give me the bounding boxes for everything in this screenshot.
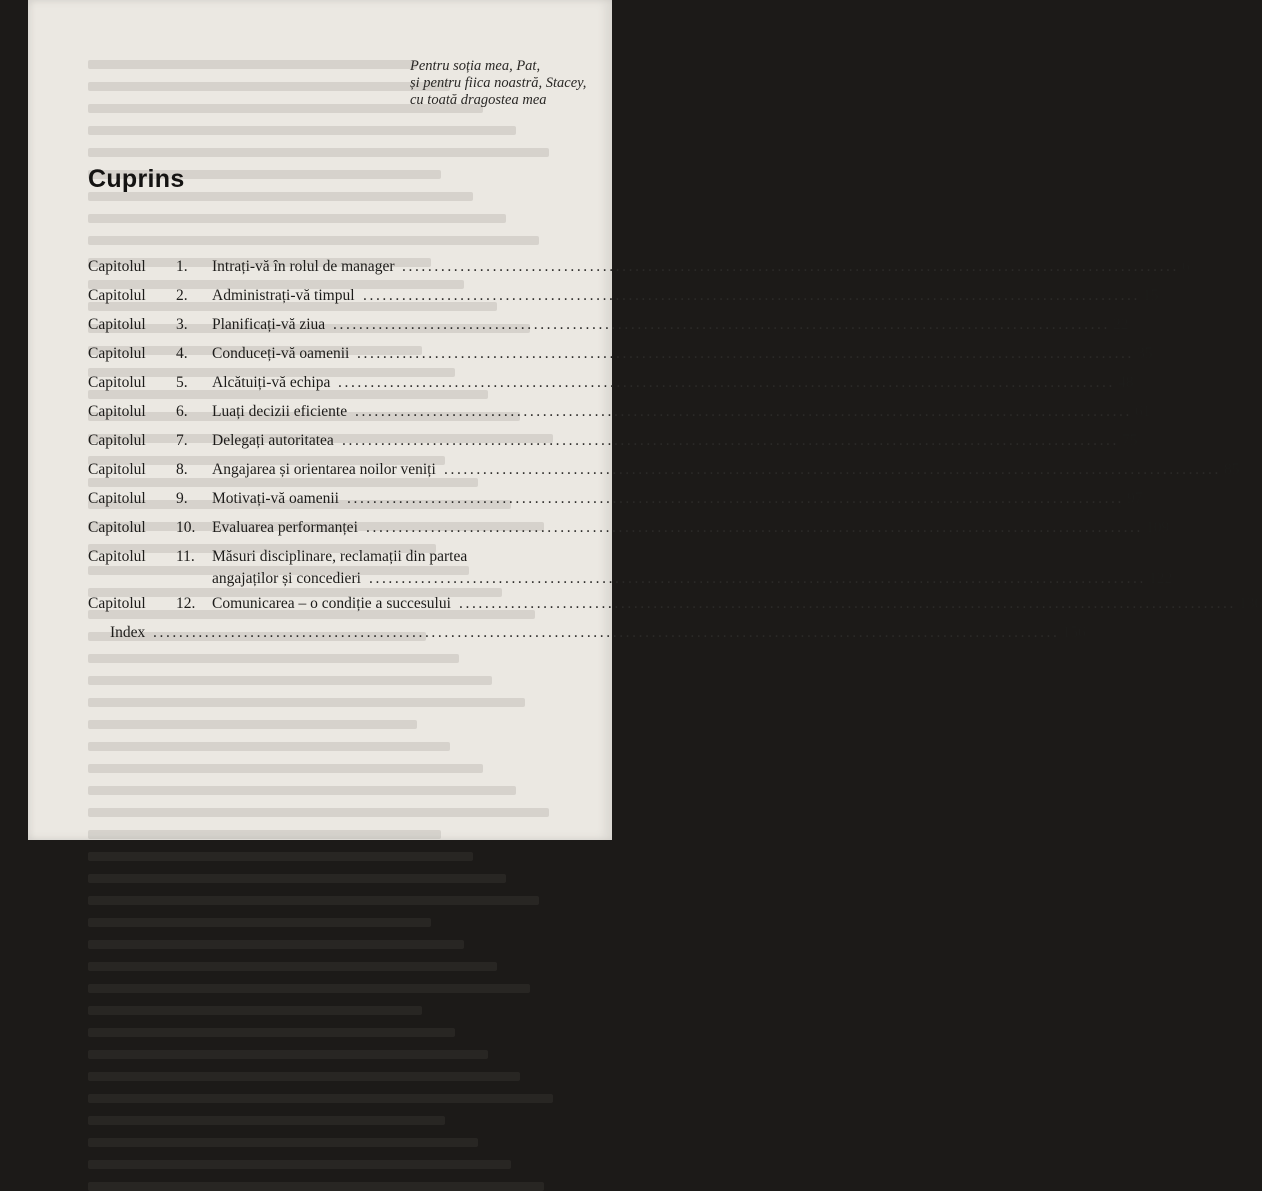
dot-leader: ........................................................................................................................ [459, 595, 1236, 612]
chapter-label: Capitolul [88, 548, 146, 565]
leader-dots [402, 258, 1190, 276]
chapter-number: 7. [176, 432, 188, 449]
bleed-through-line [88, 1072, 520, 1081]
dot-leader: ........................................................................................................................ [444, 461, 1221, 478]
chapter-label: Capitolul [88, 490, 146, 507]
chapter-title: Evaluarea performanței [212, 519, 358, 536]
dot-leader: ........................................................................................................................ [347, 490, 1124, 507]
page-number: 15 [1143, 287, 1159, 304]
page-number: 156 [1062, 624, 1086, 641]
page-number: 6 [1182, 258, 1190, 275]
chapter-title: Delegați autoritatea [212, 432, 334, 449]
chapter-label: Capitolul [88, 432, 146, 449]
page-number: 61 [1135, 403, 1151, 420]
book-page [28, 0, 1262, 840]
chapter-number: 12. [176, 595, 196, 612]
chapter-title: Alcătuiți-vă echipa [212, 374, 331, 391]
toc-entry[interactable] [28, 595, 1262, 619]
chapter-title: Administrați-vă timpul [212, 287, 355, 304]
page-number: 122 [1149, 570, 1173, 587]
chapter-title: Luați decizii eficiente [212, 403, 348, 420]
page-title: Cuprins [88, 165, 185, 193]
toc-entry[interactable] [28, 374, 1134, 398]
chapter-label: Capitolul [88, 595, 146, 612]
leader-dots [366, 519, 1170, 537]
page-number: 97 [1127, 490, 1143, 507]
dot-leader: ........................................................................................................................ [333, 316, 1110, 333]
toc-entry[interactable] [28, 345, 1153, 369]
toc-entry[interactable] [28, 287, 1159, 311]
chapter-number: 11. [176, 548, 195, 565]
chapter-title: Angajarea și orientarea noilor veniți [212, 461, 436, 478]
leader-dots [355, 403, 1151, 421]
bleed-through-line [88, 1050, 488, 1059]
leader-dots [342, 432, 1138, 450]
chapter-title: Planificați-vă ziua [212, 316, 326, 333]
leader-dots [459, 595, 1262, 613]
toc-entry[interactable] [28, 490, 1143, 514]
chapter-title: Intrați-vă în rolul de manager [212, 258, 395, 275]
bleed-through-line [88, 1138, 478, 1147]
dot-leader: ........................................................................................................................ [363, 287, 1140, 304]
leader-dots [357, 345, 1153, 363]
chapter-title-continued: angajaților și concedieri [212, 570, 361, 587]
chapter-label: Capitolul [88, 519, 146, 536]
chapter-label: Capitolul [88, 345, 146, 362]
toc-entry[interactable] [28, 316, 1129, 340]
chapter-label: Capitolul [88, 374, 146, 391]
page-number: 75 [1122, 432, 1138, 449]
chapter-number: 2. [176, 287, 188, 304]
chapter-label: Capitolul [88, 316, 146, 333]
leader-dots [153, 624, 1086, 642]
chapter-label: Capitolul [88, 287, 146, 304]
dot-leader: ............................................................................................................................................ [153, 624, 1060, 641]
table-of-contents [28, 0, 1262, 840]
bleed-through-line [88, 1094, 553, 1103]
bleed-through-line [88, 1182, 544, 1191]
chapter-title: Măsuri disciplinare, reclamații din partea [212, 548, 468, 565]
index-label: Index [110, 624, 146, 641]
page-number: 35 [1137, 345, 1153, 362]
dot-leader: ........................................................................................................................ [366, 519, 1143, 536]
leader-dots [333, 316, 1129, 334]
toc-index-entry[interactable] [28, 624, 1086, 648]
bleed-through-line [88, 940, 464, 949]
chapter-number: 10. [176, 519, 196, 536]
page-number: 109 [1146, 519, 1170, 536]
dot-leader: ........................................................................................................................ [402, 258, 1179, 275]
toc-entry[interactable] [28, 548, 1173, 598]
toc-entry[interactable] [28, 519, 1170, 543]
bleed-through-line [88, 874, 506, 883]
dedication-line: și pentru fiica noastră, Stacey, [410, 75, 587, 91]
page-number: 136 [1239, 595, 1262, 612]
bleed-through-line [88, 918, 431, 927]
bleed-through-line [88, 1160, 511, 1169]
chapter-label: Capitolul [88, 461, 146, 478]
bleed-through-line [88, 896, 539, 905]
bleed-through-line [88, 852, 473, 861]
chapter-number: 5. [176, 374, 188, 391]
chapter-title: Conduceți-vă oamenii [212, 345, 350, 362]
chapter-label: Capitolul [88, 403, 146, 420]
toc-entry[interactable] [28, 432, 1138, 456]
leader-dots [338, 374, 1134, 392]
chapter-number: 3. [176, 316, 188, 333]
bleed-through-line [88, 1006, 422, 1015]
page-number: 85 [1224, 461, 1240, 478]
leader-dots [347, 490, 1143, 508]
chapter-number: 6. [176, 403, 188, 420]
page-number: 22 [1113, 316, 1129, 333]
leader-dots [444, 461, 1240, 479]
chapter-number: 1. [176, 258, 188, 275]
chapter-title: Motivați-vă oamenii [212, 490, 339, 507]
page-number: 48 [1118, 374, 1134, 391]
toc-entry[interactable] [28, 258, 1190, 282]
toc-entry[interactable] [28, 403, 1151, 427]
dedication-line: cu toată dragostea mea [410, 92, 547, 108]
dot-leader: ........................................................................................................................ [355, 403, 1132, 420]
bleed-through-line [88, 962, 497, 971]
dedication-line: Pentru soția mea, Pat, [410, 58, 541, 74]
dot-leader: ........................................................................................................................ [357, 345, 1134, 362]
leader-dots [369, 570, 1173, 588]
bleed-through-line [88, 984, 530, 993]
dot-leader: ........................................................................................................................ [338, 374, 1115, 391]
bleed-through-line [88, 1028, 455, 1037]
chapter-number: 4. [176, 345, 188, 362]
toc-entry[interactable] [28, 461, 1240, 485]
chapter-label: Capitolul [88, 258, 146, 275]
chapter-number: 8. [176, 461, 188, 478]
dot-leader: ........................................................................................................................ [342, 432, 1119, 449]
dot-leader: ........................................................................................................................ [369, 570, 1146, 587]
chapter-number: 9. [176, 490, 188, 507]
leader-dots [363, 287, 1159, 305]
chapter-title: Comunicarea – o condiție a succesului [212, 595, 451, 612]
bleed-through-line [88, 1116, 445, 1125]
